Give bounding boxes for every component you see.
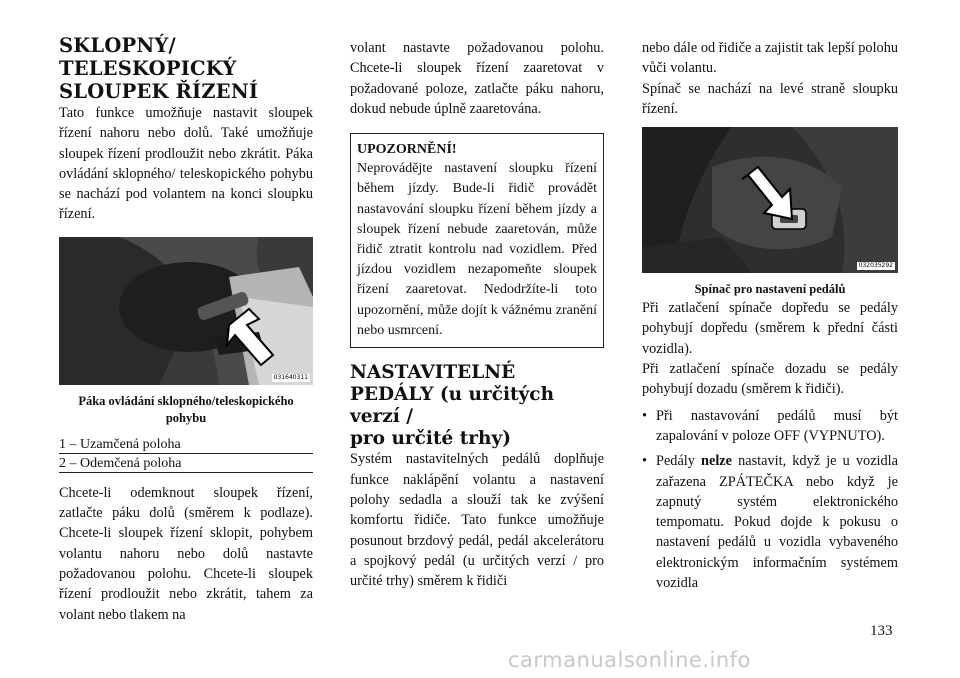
bullet-text: Pedály — [656, 453, 702, 470]
figure-switch — [642, 127, 898, 273]
section-title-pedals — [350, 362, 604, 449]
title-line: PEDÁLY (u určitých verzí / — [350, 383, 555, 427]
figure-code: 032035292 — [858, 262, 893, 270]
title-line: pro určité trhy) — [350, 427, 511, 449]
forward-paragraph: Při zatlačení spínače dopředu se pedály pohybují dopředu (směrem k přední části vozidla). — [642, 300, 898, 357]
warning-box — [350, 133, 604, 348]
continued-paragraph: volant nastavte požadovanou polohu. Chcete-li sloupek řízení zaaretovat v požadované poloze, zatlačte páku nahoru, dokud nebude úplně zaaretována. — [350, 40, 604, 117]
list-item: • Při nastavování pedálů musí být zapalování v poloze OFF (VYPNUTO). — [642, 406, 898, 447]
title-line: SLOUPEK ŘÍZENÍ — [59, 80, 259, 103]
warning-title: UPOZORNĚNÍ! — [357, 142, 457, 158]
title-line: NASTAVITELNÉ — [350, 362, 516, 384]
notes-list — [642, 406, 898, 594]
figure-code: 031640311 — [273, 373, 308, 381]
right-column — [642, 38, 898, 598]
warning-text: Neprovádějte nastavení sloupku řízení během jízdy. Bude-li řidič provádět nastavování sloupku řízení během jízdy a sloupek řízení nebude zaaretován, může řidič ztratit kontrolu nad vozidlem. Před jízdou vozidlem nezapomeňte sloupek řízení zaaretovat. Nedodržíte-li toto upozornění, může dojít k vážnému zranění nebo usmrcení. — [357, 161, 597, 338]
lever-illustration — [59, 237, 313, 385]
legend-item: 2 – Odemčená poloha — [59, 454, 313, 473]
body-paragraph: Chcete-li odemknout sloupek řízení, zatlačte páku dolů (směrem k podlaze). Chcete-li sloupek řízení sklopit, pohybem volantu nahoru nebo dolů nastavte požadovanou polohu. Chcete-li sloupek řízení prodloužit nebo zkrátit, tahem za volant nebo tlakem na — [59, 484, 313, 623]
switch-illustration — [642, 127, 898, 273]
continued-paragraph: nebo dále od řidiče a zajistit tak lepší polohu vůči volantu. — [642, 40, 898, 77]
bullet-text: nastavit, když je u vozidla zařazena ZPÁTEČKA nebo když je zapnutý systém elektronického tempomatu. Pokud dojde k pokusu o nastavení pedálů u vozidla vybaveného elektronickým informačním systémem vozidla — [656, 453, 898, 592]
list-item — [642, 451, 898, 593]
legend-item: 1 – Uzamčená poloha — [59, 435, 313, 454]
figure-lever — [59, 237, 313, 385]
body-paragraph: Systém nastavitelných pedálů doplňuje funkce naklápění volantu a nastavení polohy sedadla a slouží tak ke zvýšení komfortu řidiče. Tato funkce umožňuje posunout brzdový pedál, pedál akcelerátoru a spojkový pedál (u určitých verzí / pro určité trhy) směrem k řidiči — [350, 451, 604, 590]
bullet-emphasis: nelze — [701, 453, 732, 470]
title-line: TELESKOPICKÝ — [59, 57, 237, 80]
figure-caption: Páka ovládání sklopného/teleskopického pohybu — [78, 393, 294, 425]
page-number: 133 — [870, 623, 893, 639]
watermark: carmanualsonline.info — [508, 648, 751, 672]
title-line: SKLOPNÝ/ — [59, 34, 176, 57]
backward-paragraph: Při zatlačení spínače dozadu se pedály pohybují dozadu (směrem k řidiči). — [642, 361, 898, 398]
figure-legend — [59, 435, 313, 473]
middle-column — [350, 38, 604, 591]
section-title-tilt-steering — [59, 34, 313, 103]
switch-location-paragraph: Spínač se nachází na levé straně sloupku řízení. — [642, 80, 898, 117]
intro-paragraph: Tato funkce umožňuje nastavit sloupek řízení nahoru nebo dolů. Také umožňuje sloupek řízení prodloužit nebo zkrátit. Páka ovládání sklopného/ teleskopického pohybu se nachází pod volantem na konci sloupku řízení. — [59, 105, 313, 223]
left-column — [59, 34, 313, 625]
figure-caption: Spínač pro nastavení pedálů — [694, 282, 846, 297]
